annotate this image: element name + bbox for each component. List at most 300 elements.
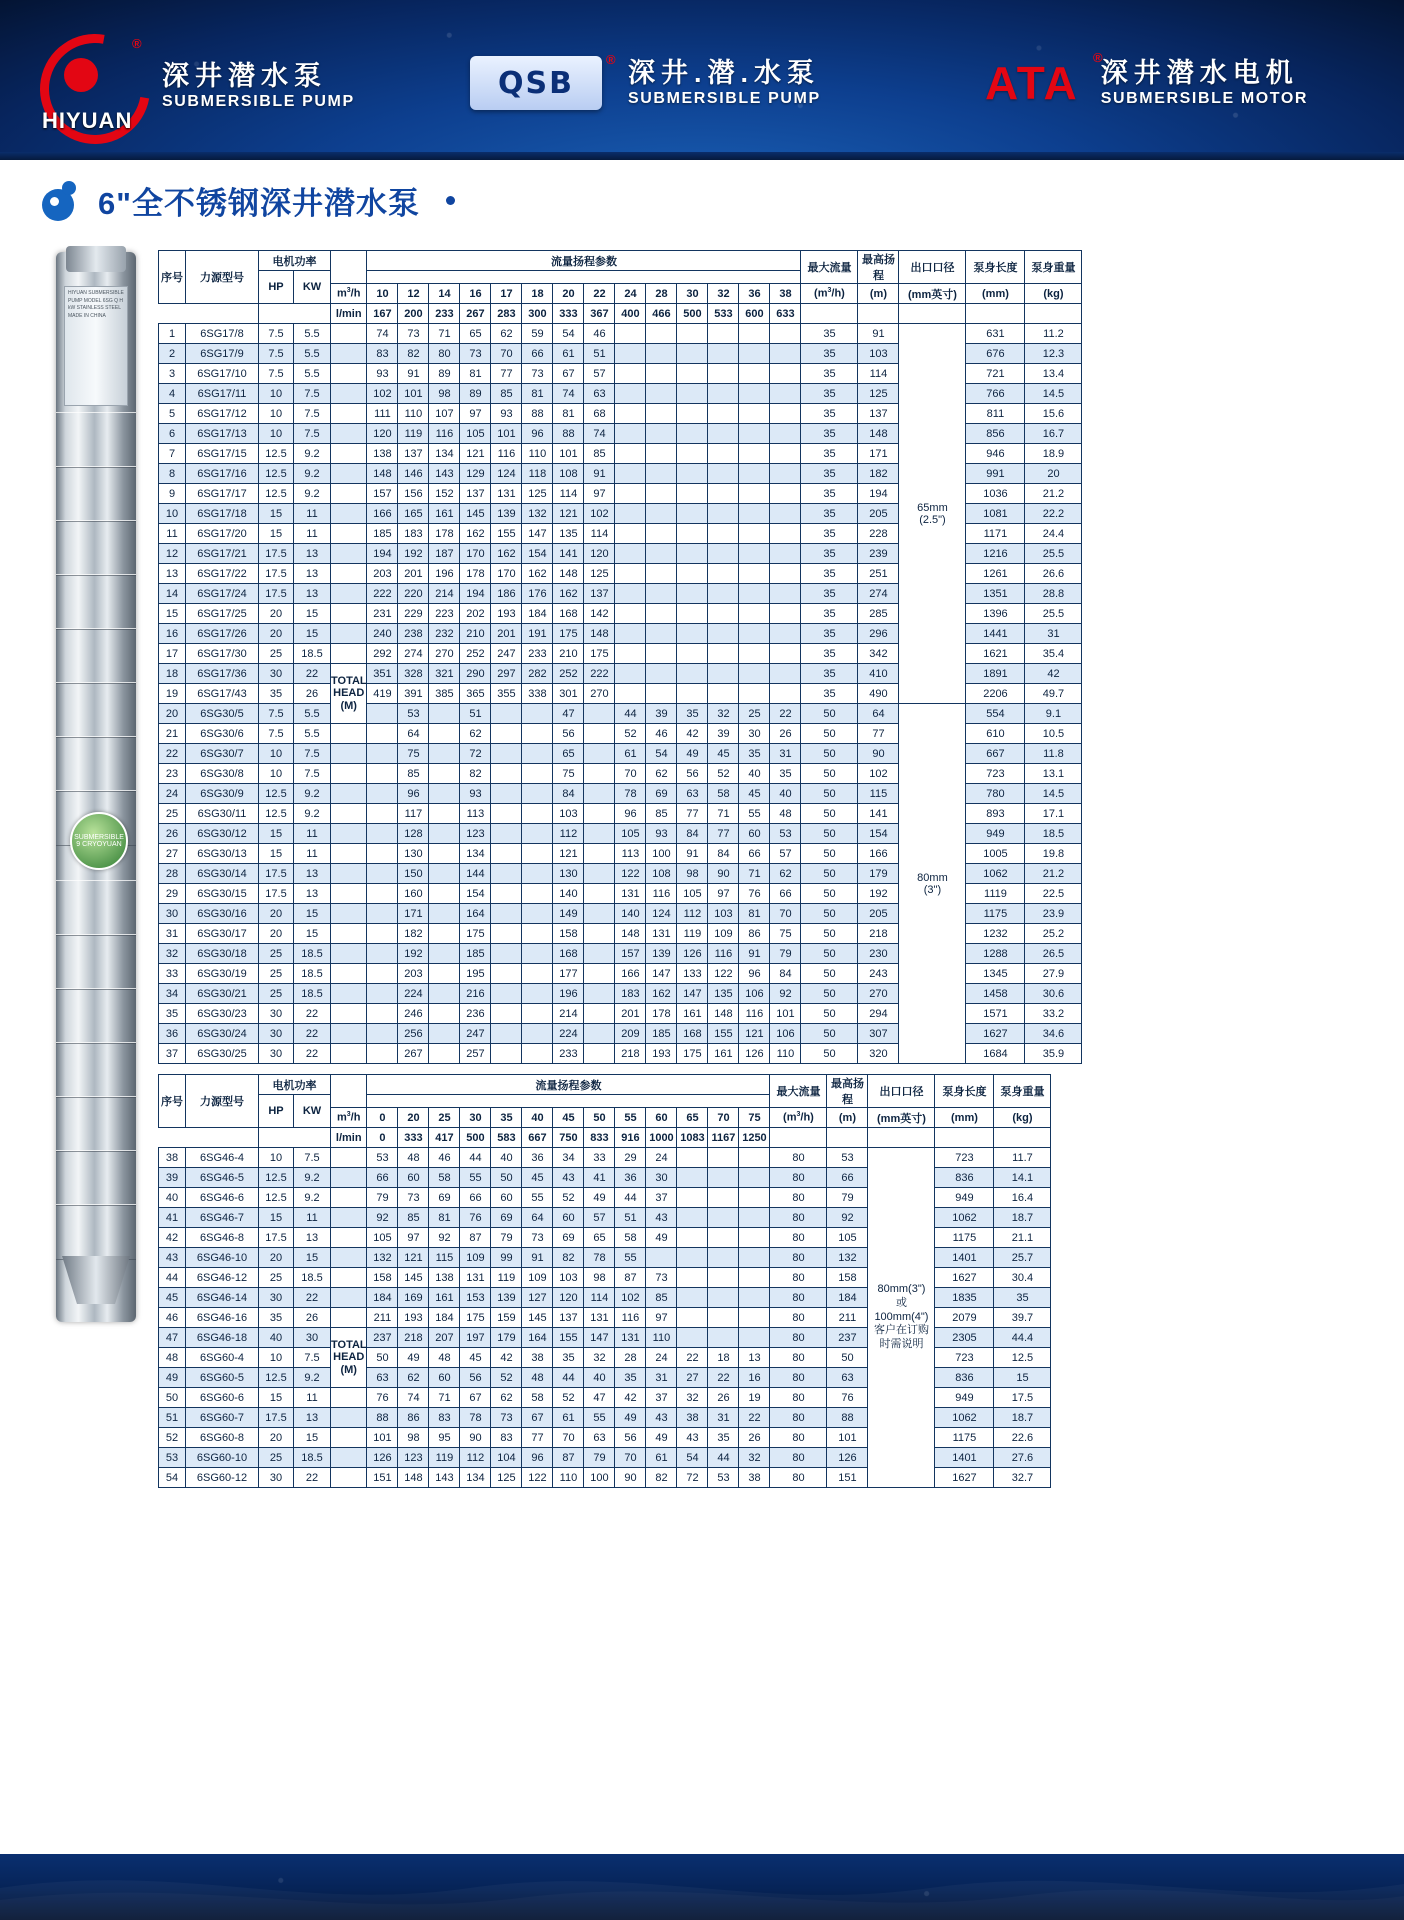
cell-model: 6SG46-4: [186, 1148, 259, 1168]
cell-pump-length: 811: [966, 404, 1025, 424]
cell-head-2: 58: [429, 1168, 460, 1188]
cell-head-3: 67: [460, 1388, 491, 1408]
cell-total-head-spacer: [331, 1228, 367, 1248]
cell-head-11: 18: [708, 1348, 739, 1368]
cell-head-5: [522, 764, 553, 784]
cell-max-head: 192: [858, 884, 899, 904]
cell-total-head-spacer: [331, 344, 367, 364]
cell-hp: 10: [259, 1148, 294, 1168]
cell-total-head-spacer: [331, 1288, 367, 1308]
cell-total-head-spacer: [331, 584, 367, 604]
th-unit-lmin: l/min: [331, 1128, 367, 1148]
cell-max-head: 237: [827, 1328, 868, 1348]
th-unit-m3h: $m^3/h$: [331, 284, 367, 304]
th-flow-m3h-4: 35: [491, 1108, 522, 1128]
cell-head-8: 44: [615, 704, 646, 724]
cell-head-0: 211: [367, 1308, 398, 1328]
cell-head-6: 87: [553, 1448, 584, 1468]
cell-head-5: [522, 964, 553, 984]
cell-head-5: 176: [522, 584, 553, 604]
cell-head-11: [708, 344, 739, 364]
th-unit-lmin: l/min: [331, 304, 367, 324]
cell-head-10: [677, 324, 708, 344]
cell-head-6: 110: [553, 1468, 584, 1488]
cell-head-6: 34: [553, 1148, 584, 1168]
cell-head-3: 290: [460, 664, 491, 684]
cell-max-head: 490: [858, 684, 899, 704]
cell-head-0: [367, 1024, 398, 1044]
cell-head-12: 19: [739, 1388, 770, 1408]
cell-no: 16: [159, 624, 186, 644]
cell-head-0: 151: [367, 1468, 398, 1488]
cell-total-head-spacer: [331, 964, 367, 984]
cell-head-5: 73: [522, 1228, 553, 1248]
cell-head-8: 157: [615, 944, 646, 964]
cell-hp: 7.5: [259, 724, 294, 744]
th-flow-m3h-9: 60: [646, 1108, 677, 1128]
cell-head-6: 67: [553, 364, 584, 384]
cell-head-0: 148: [367, 464, 398, 484]
cell-head-9: 93: [646, 824, 677, 844]
cell-max-flow: 80: [770, 1428, 827, 1448]
cell-max-head: 101: [827, 1428, 868, 1448]
th-flow-lmin-6: 333: [553, 304, 584, 324]
page-title: 6"全不锈钢深井潜水泵: [98, 186, 420, 221]
cell-head-3: 82: [460, 764, 491, 784]
cell-kw: 5.5: [294, 324, 331, 344]
th-flow-head: 流量扬程参数: [367, 1075, 770, 1095]
cell-no: 1: [159, 324, 186, 344]
cell-no: 50: [159, 1388, 186, 1408]
cell-head-7: 125: [584, 564, 615, 584]
cell-head-12: [739, 384, 770, 404]
th-flow-m3h-7: 50: [584, 1108, 615, 1128]
cell-head-9: 61: [646, 1448, 677, 1468]
cell-head-11: [708, 1148, 739, 1168]
cell-kw: 15: [294, 904, 331, 924]
cell-head-2: 107: [429, 404, 460, 424]
cell-kw: 7.5: [294, 764, 331, 784]
cell-head-7: 222: [584, 664, 615, 684]
cell-head-10: [677, 524, 708, 544]
cell-head-1: 192: [398, 544, 429, 564]
cell-head-3: 202: [460, 604, 491, 624]
cell-head-10: [677, 544, 708, 564]
cell-pump-length: 721: [966, 364, 1025, 384]
th-flow-lmin-0: 167: [367, 304, 398, 324]
cell-max-flow: 80: [770, 1208, 827, 1228]
cell-max-flow: 50: [801, 744, 858, 764]
cell-max-flow: 50: [801, 724, 858, 744]
cell-max-flow: 80: [770, 1268, 827, 1288]
cell-head-8: 55: [615, 1248, 646, 1268]
cell-total-head-spacer: [331, 1188, 367, 1208]
cell-head-6: 82: [553, 1248, 584, 1268]
cell-head-3: 210: [460, 624, 491, 644]
cell-head-8: [615, 664, 646, 684]
cell-max-head: 218: [858, 924, 899, 944]
cell-no: 41: [159, 1208, 186, 1228]
cell-head-2: 134: [429, 444, 460, 464]
cell-max-head: 228: [858, 524, 899, 544]
cell-head-8: 87: [615, 1268, 646, 1288]
cell-pump-weight: 14.1: [994, 1168, 1051, 1188]
cell-head-7: 78: [584, 1248, 615, 1268]
cell-pump-weight: 35: [994, 1288, 1051, 1308]
cell-head-12: 25: [739, 704, 770, 724]
cell-head-5: [522, 904, 553, 924]
cell-hp: 25: [259, 944, 294, 964]
cell-model: 6SG17/25: [186, 604, 259, 624]
cell-head-2: 71: [429, 1388, 460, 1408]
cell-head-4: 125: [491, 1468, 522, 1488]
cell-head-12: 16: [739, 1368, 770, 1388]
cell-model: 6SG17/10: [186, 364, 259, 384]
cell-head-1: 101: [398, 384, 429, 404]
cell-head-2: [429, 1004, 460, 1024]
th-flow-lmin-3: 500: [460, 1128, 491, 1148]
cell-head-12: 40: [739, 764, 770, 784]
cell-model: 6SG30/19: [186, 964, 259, 984]
cell-pump-weight: 23.9: [1025, 904, 1082, 924]
cell-pump-weight: 17.5: [994, 1388, 1051, 1408]
cell-head-2: 48: [429, 1348, 460, 1368]
cell-no: 54: [159, 1468, 186, 1488]
cell-max-head: 63: [827, 1368, 868, 1388]
cell-head-7: 55: [584, 1408, 615, 1428]
cell-head-7: [584, 884, 615, 904]
cell-head-10: 38: [677, 1408, 708, 1428]
cell-head-10: 22: [677, 1348, 708, 1368]
cell-pump-length: 2206: [966, 684, 1025, 704]
cell-head-10: 35: [677, 704, 708, 724]
cell-head-12: [739, 524, 770, 544]
cell-pump-length: 723: [966, 764, 1025, 784]
cell-kw: 13: [294, 884, 331, 904]
cell-head-10: 175: [677, 1044, 708, 1064]
cell-pump-length: 836: [935, 1368, 994, 1388]
cell-head-8: [615, 404, 646, 424]
cell-kw: 13: [294, 1228, 331, 1248]
cell-head-7: 57: [584, 364, 615, 384]
cell-kw: 7.5: [294, 1348, 331, 1368]
cell-head-4: 170: [491, 564, 522, 584]
cell-head-8: [615, 584, 646, 604]
cell-pump-length: 1441: [966, 624, 1025, 644]
cell-head-8: [615, 444, 646, 464]
cell-head-13: 22: [770, 704, 801, 724]
cell-hp: 20: [259, 924, 294, 944]
cell-head-13: 31: [770, 744, 801, 764]
cell-head-11: [708, 1188, 739, 1208]
cell-head-1: 183: [398, 524, 429, 544]
cell-head-1: 274: [398, 644, 429, 664]
cell-head-5: 36: [522, 1148, 553, 1168]
th-flow-m3h-2: 25: [429, 1108, 460, 1128]
cell-max-flow: 35: [801, 384, 858, 404]
cell-head-11: [708, 484, 739, 504]
cell-head-5: 154: [522, 544, 553, 564]
cell-head-5: [522, 944, 553, 964]
cell-head-0: [367, 724, 398, 744]
cell-head-2: 138: [429, 1268, 460, 1288]
cell-max-head: 151: [827, 1468, 868, 1488]
cell-pump-weight: 11.2: [1025, 324, 1082, 344]
wave-decoration-icon: [0, 1854, 1404, 1920]
cell-total-head-spacer: [331, 1168, 367, 1188]
th-flow-unit-col: [331, 1075, 367, 1108]
th-flow-m3h-12: 36: [739, 284, 770, 304]
cell-head-4: 139: [491, 1288, 522, 1308]
cell-pump-length: 1401: [935, 1448, 994, 1468]
th-flow-m3h-8: 24: [615, 284, 646, 304]
cell-head-6: 74: [553, 384, 584, 404]
cell-head-8: 148: [615, 924, 646, 944]
cell-head-13: [770, 564, 801, 584]
cell-head-12: [739, 684, 770, 704]
cell-max-flow: 35: [801, 424, 858, 444]
cell-pump-weight: 22.5: [1025, 884, 1082, 904]
cell-no: 37: [159, 1044, 186, 1064]
cell-head-4: 186: [491, 584, 522, 604]
cell-max-flow: 50: [801, 964, 858, 984]
cell-pump-weight: 19.8: [1025, 844, 1082, 864]
cell-head-10: [677, 1248, 708, 1268]
th-pump-length-unit: (mm): [935, 1108, 994, 1128]
cell-head-9: 85: [646, 1288, 677, 1308]
cell-head-12: 30: [739, 724, 770, 744]
cell-model: 6SG17/11: [186, 384, 259, 404]
cell-head-8: [615, 684, 646, 704]
brand-ata-cn: 深井潜水电机: [1100, 57, 1299, 88]
cell-total-head-spacer: [331, 464, 367, 484]
th-flow-m3h-11: 32: [708, 284, 739, 304]
title-bullet-icon: [446, 196, 455, 205]
cell-head-4: [491, 984, 522, 1004]
cell-head-6: 88: [553, 424, 584, 444]
cell-model: 6SG17/30: [186, 644, 259, 664]
cell-pump-length: 1288: [966, 944, 1025, 964]
cell-head-2: 184: [429, 1308, 460, 1328]
cell-head-4: 139: [491, 504, 522, 524]
cell-head-0: 105: [367, 1228, 398, 1248]
cell-hp: 20: [259, 1248, 294, 1268]
th-flow-lmin-2: 417: [429, 1128, 460, 1148]
cell-no: 31: [159, 924, 186, 944]
cell-head-3: 129: [460, 464, 491, 484]
cell-head-10: [677, 1228, 708, 1248]
cell-head-4: [491, 904, 522, 924]
cell-total-head-spacer: [331, 804, 367, 824]
cell-head-12: 121: [739, 1024, 770, 1044]
cell-head-8: 105: [615, 824, 646, 844]
cell-head-5: 184: [522, 604, 553, 624]
cell-max-flow: 80: [770, 1328, 827, 1348]
cell-model: 6SG17/12: [186, 404, 259, 424]
cell-head-4: [491, 784, 522, 804]
cell-head-4: [491, 804, 522, 824]
cell-head-0: [367, 844, 398, 864]
cell-hp: 25: [259, 1268, 294, 1288]
cell-max-head: 66: [827, 1168, 868, 1188]
cell-max-flow: 50: [801, 824, 858, 844]
cell-model: 6SG30/7: [186, 744, 259, 764]
cell-head-3: 90: [460, 1428, 491, 1448]
cell-head-8: 102: [615, 1288, 646, 1308]
cell-total-head-spacer: [331, 764, 367, 784]
cell-head-12: 116: [739, 1004, 770, 1024]
cell-head-5: 109: [522, 1268, 553, 1288]
table-row: [159, 704, 1082, 724]
cell-head-5: [522, 1024, 553, 1044]
cell-max-head: 320: [858, 1044, 899, 1064]
cell-pump-length: 1627: [966, 1024, 1025, 1044]
cell-head-11: [708, 1248, 739, 1268]
th-flow-m3h-13: 38: [770, 284, 801, 304]
cell-head-11: [708, 324, 739, 344]
cell-head-7: 57: [584, 1208, 615, 1228]
cell-max-head: 342: [858, 644, 899, 664]
cell-head-9: [646, 644, 677, 664]
cell-head-9: 110: [646, 1328, 677, 1348]
cell-pump-length: 946: [966, 444, 1025, 464]
cell-total-head-label: TOTAL HEAD (M): [331, 664, 367, 724]
cell-max-head: 148: [858, 424, 899, 444]
cell-no: 22: [159, 744, 186, 764]
cell-pump-length: 1396: [966, 604, 1025, 624]
cell-pump-length: 949: [966, 824, 1025, 844]
cell-max-head: 132: [827, 1248, 868, 1268]
cell-head-11: [708, 424, 739, 444]
page-footer-banner: [0, 1854, 1404, 1920]
cell-hp: 25: [259, 1448, 294, 1468]
cell-model: 6SG46-18: [186, 1328, 259, 1348]
cell-head-11: 52: [708, 764, 739, 784]
cell-head-1: 73: [398, 1188, 429, 1208]
cell-head-10: 49: [677, 744, 708, 764]
cell-outlet-diameter: 80mm (3"): [899, 704, 966, 1064]
cell-head-1: 75: [398, 744, 429, 764]
cell-head-4: [491, 844, 522, 864]
cell-head-2: 116: [429, 424, 460, 444]
cell-head-8: [615, 644, 646, 664]
cell-head-9: [646, 624, 677, 644]
cell-head-3: 97: [460, 404, 491, 424]
pump-nameplate-label: HIYUAN SUBMERSIBLE PUMP MODEL 6SG Q H kW STAINLESS STEEL MADE IN CHINA: [64, 286, 128, 406]
cell-total-head-spacer: [331, 744, 367, 764]
cell-head-0: 76: [367, 1388, 398, 1408]
cell-max-head: 50: [827, 1348, 868, 1368]
cell-head-11: 71: [708, 804, 739, 824]
cell-head-2: 214: [429, 584, 460, 604]
cell-head-2: 83: [429, 1408, 460, 1428]
cell-model: 6SG30/23: [186, 1004, 259, 1024]
cell-head-2: 71: [429, 324, 460, 344]
cell-no: 32: [159, 944, 186, 964]
cell-pump-length: 856: [966, 424, 1025, 444]
cell-head-6: 121: [553, 504, 584, 524]
cell-head-12: 106: [739, 984, 770, 1004]
cell-model: 6SG60-7: [186, 1408, 259, 1428]
cell-max-head: 205: [858, 904, 899, 924]
cell-max-head: 270: [858, 984, 899, 1004]
cell-head-11: 31: [708, 1408, 739, 1428]
cell-head-13: [770, 404, 801, 424]
cell-head-0: 222: [367, 584, 398, 604]
cell-head-5: 58: [522, 1388, 553, 1408]
cell-pump-weight: 20: [1025, 464, 1082, 484]
cell-model: 6SG30/24: [186, 1024, 259, 1044]
cell-total-head-spacer: [331, 404, 367, 424]
cell-head-2: 196: [429, 564, 460, 584]
cell-head-6: 168: [553, 604, 584, 624]
water-drop-icon: [40, 179, 84, 223]
cell-max-flow: 50: [801, 1044, 858, 1064]
cell-head-5: [522, 1044, 553, 1064]
cell-pump-weight: 14.5: [1025, 784, 1082, 804]
cell-head-9: 39: [646, 704, 677, 724]
cell-head-6: 43: [553, 1168, 584, 1188]
cell-model: 6SG30/8: [186, 764, 259, 784]
cell-head-1: 97: [398, 1228, 429, 1248]
cell-head-3: 81: [460, 364, 491, 384]
cell-max-head: 294: [858, 1004, 899, 1024]
cell-head-4: [491, 1004, 522, 1024]
cell-head-10: [677, 444, 708, 464]
cell-max-head: 296: [858, 624, 899, 644]
cell-max-head: 230: [858, 944, 899, 964]
cell-head-4: 116: [491, 444, 522, 464]
cell-head-6: 69: [553, 1228, 584, 1248]
cell-head-2: 60: [429, 1368, 460, 1388]
cell-pump-weight: 35.4: [1025, 644, 1082, 664]
th-pump-length: 泵身长度: [966, 251, 1025, 284]
cell-model: 6SG46-12: [186, 1268, 259, 1288]
cell-hp: 15: [259, 524, 294, 544]
cell-kw: 11: [294, 1388, 331, 1408]
cell-head-1: 267: [398, 1044, 429, 1064]
cell-head-1: 145: [398, 1268, 429, 1288]
cell-total-head-spacer: [331, 1308, 367, 1328]
cell-head-4: [491, 1044, 522, 1064]
cell-max-flow: 35: [801, 404, 858, 424]
cell-no: 7: [159, 444, 186, 464]
cell-head-13: [770, 504, 801, 524]
cell-head-4: 201: [491, 624, 522, 644]
cell-pump-length: 723: [935, 1148, 994, 1168]
cell-head-10: [677, 624, 708, 644]
cell-head-7: [584, 904, 615, 924]
cell-head-5: 91: [522, 1248, 553, 1268]
cell-no: 30: [159, 904, 186, 924]
cell-head-3: 93: [460, 784, 491, 804]
cell-kw: 26: [294, 684, 331, 704]
cell-head-12: [739, 1328, 770, 1348]
th-max-head-unit: (m): [827, 1108, 868, 1128]
cell-head-11: [708, 644, 739, 664]
cell-head-3: 164: [460, 904, 491, 924]
cell-head-3: 76: [460, 1208, 491, 1228]
cell-head-2: 178: [429, 524, 460, 544]
cell-head-0: [367, 1004, 398, 1024]
cell-head-6: 114: [553, 484, 584, 504]
cell-head-9: 131: [646, 924, 677, 944]
cell-head-6: 233: [553, 1044, 584, 1064]
cell-head-5: [522, 744, 553, 764]
cell-head-2: [429, 764, 460, 784]
cell-model: 6SG60-5: [186, 1368, 259, 1388]
cell-head-9: 162: [646, 984, 677, 1004]
